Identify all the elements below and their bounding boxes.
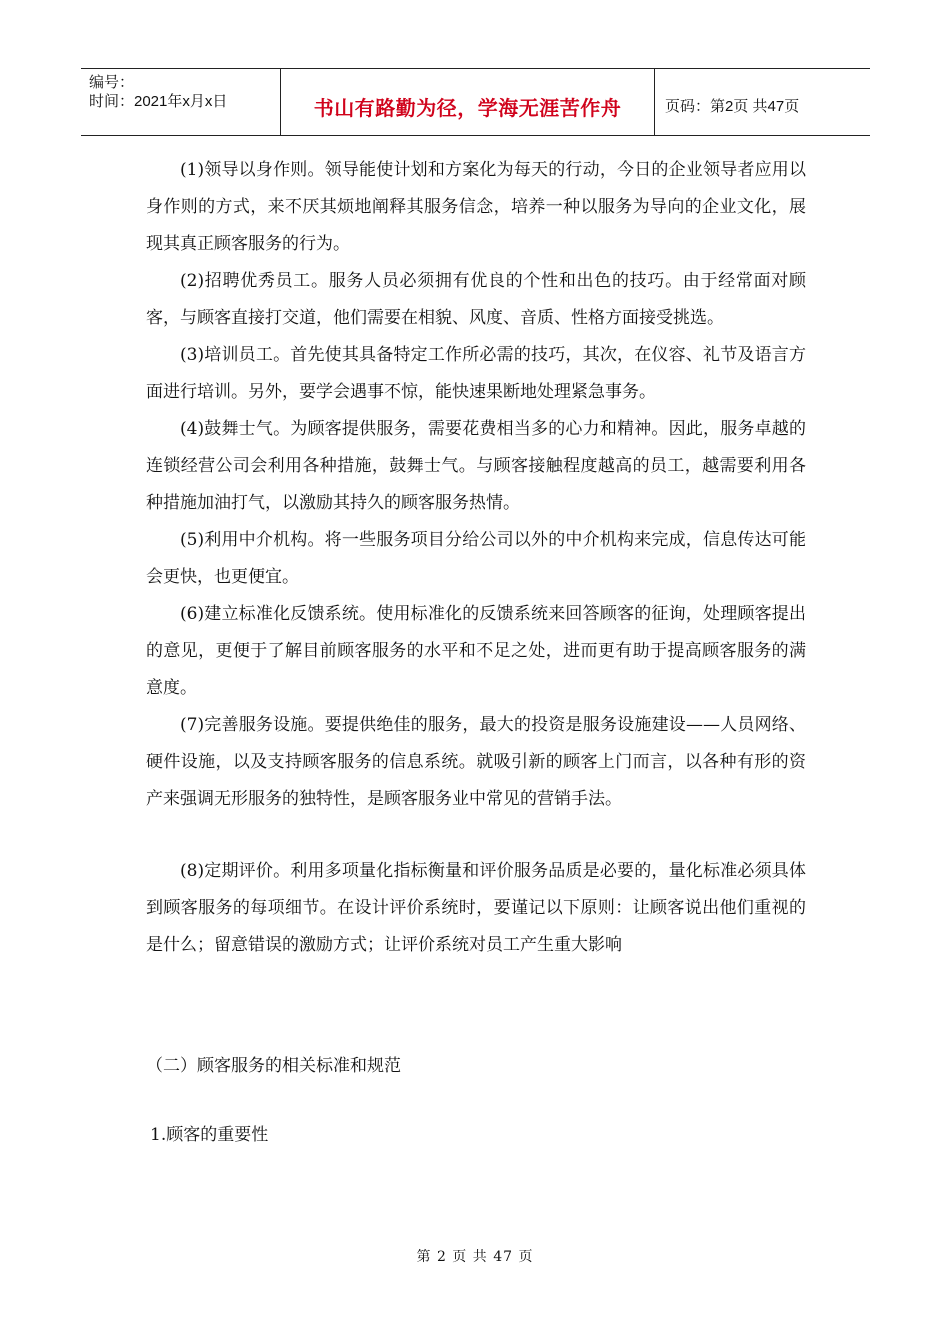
document-body xyxy=(146,152,806,1154)
spacer xyxy=(146,1085,806,1117)
spacer xyxy=(146,964,806,1048)
subsection-heading: 1.顾客的重要性 xyxy=(150,1125,269,1145)
header-motto: 书山有路勤为径，学海无涯苦作舟 xyxy=(281,69,655,135)
page-footer: 第 2 页 共 47 页 xyxy=(416,1249,534,1265)
paragraph-7: (7)完善服务设施。要提供绝佳的服务，最大的投资是服务设施建设——人员网络、硬件设施，以及支持顾客服务的信息系统。就吸引新的顾客上门而言，以各种有形的资产来强调无形服务的独特性，是顾客服务业中常见的营销手法。 xyxy=(146,715,806,809)
document-number-label: 编号： xyxy=(89,74,135,91)
paragraph-8: (8)定期评价。利用多项量化指标衡量和评价服务品质是必要的，量化标准必须具体到顾客服务的每项细节。在设计评价系统时，要谨记以下原则：让顾客说出他们重视的是什么；留意错误的激励方式；让评价系统对员工产生重大影响 xyxy=(146,861,806,955)
spacer xyxy=(146,818,806,853)
paragraph-1: (1)领导以身作则。领导能使计划和方案化为每天的行动，今日的企业领导者应用以身作则的方式，来不厌其烦地阐释其服务信念，培养一种以服务为导向的企业文化，展现其真正顾客服务的行为。 xyxy=(146,160,806,254)
document-time-label: 时间：2021年x月x日 xyxy=(89,93,228,110)
paragraph-2: (2)招聘优秀员工。服务人员必须拥有优良的个性和出色的技巧。由于经常面对顾客，与顾客直接打交道，他们需要在相貌、风度、音质、性格方面接受挑选。 xyxy=(146,271,806,328)
section-heading: （二）顾客服务的相关标准和规范 xyxy=(146,1056,401,1076)
paragraph-3: (3)培训员工。首先使其具备特定工作所必需的技巧，其次，在仪容、礼节及语言方面进行培训。另外，要学会遇事不惊，能快速果断地处理紧急事务。 xyxy=(146,345,806,402)
paragraph-5: (5)利用中介机构。将一些服务项目分给公司以外的中介机构来完成，信息传达可能会更快，也更便宜。 xyxy=(146,530,806,587)
paragraph-6: (6)建立标准化反馈系统。使用标准化的反馈系统来回答顾客的征询，处理顾客提出的意见，更便于了解目前顾客服务的水平和不足之处，进而更有助于提高顾客服务的满意度。 xyxy=(146,604,806,698)
header-meta xyxy=(81,69,281,135)
paragraph-4: (4)鼓舞士气。为顾客提供服务，需要花费相当多的心力和精神。因此，服务卓越的连锁经营公司会利用各种措施，鼓舞士气。与顾客接触程度越高的员工，越需要利用各种措施加油打气，以激励其持久的顾客服务热情。 xyxy=(146,419,806,513)
page-header xyxy=(81,68,870,136)
header-page-number: 页码：第2页 共47页 xyxy=(665,97,800,115)
